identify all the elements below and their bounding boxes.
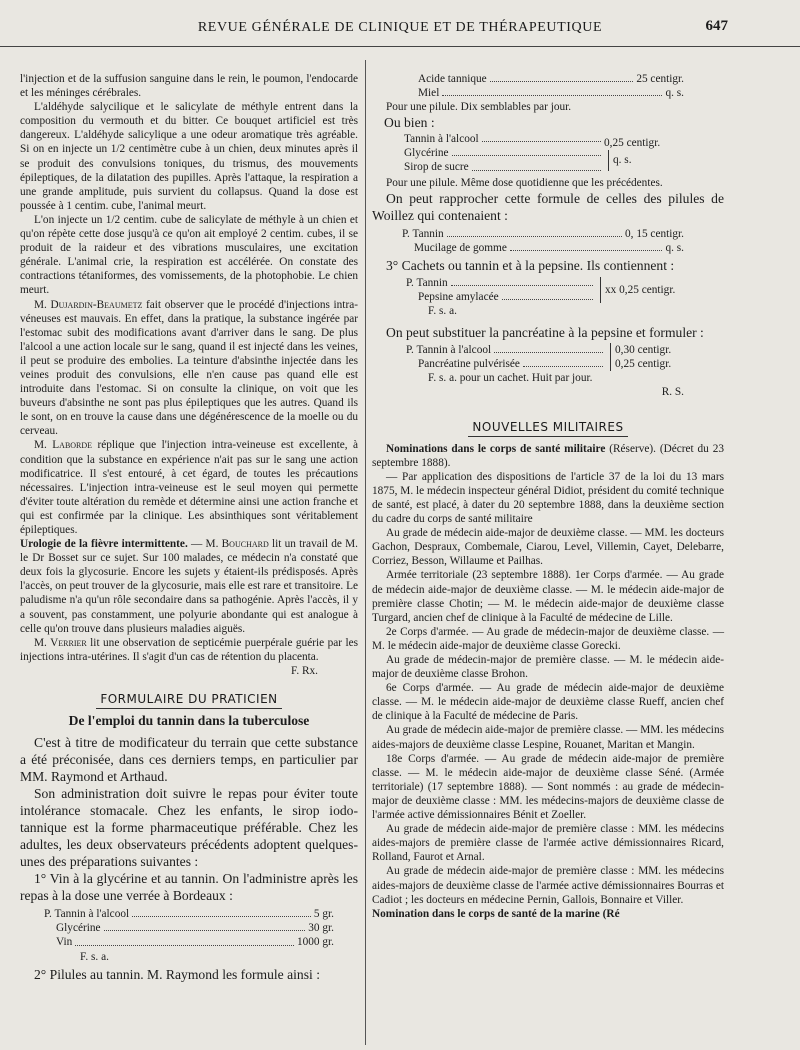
quantity: 0,25 centigr. xyxy=(615,358,672,371)
quantity: xx 0,25 centigr. xyxy=(600,277,675,303)
prescription-line xyxy=(402,241,684,255)
quantity: q. s. xyxy=(608,150,660,170)
quantity: q. s. xyxy=(665,241,684,254)
paragraph: L'aldéhyde salycilique et le salicylate de méthyle entrent dans la composition du vermouth et du bitter. Ce bouquet artificiel est très dangereux. L'aldéhyde salicylique a une odeur aromatique très agréable. Si on en injecte un 1/2 centimètre cube à un chien, deux minutes après il se produit des convulsions toniques, du trismus, des mouvements épileptiques, de la dilatation des pupilles. Après l'attaque, la respiration a une grande amplitude, puis survient du collapsus. Quand la dose est poussée à 1 centim. cube, l'animal meurt. xyxy=(20,101,358,212)
speaker-name: M. Laborde xyxy=(34,439,93,452)
paragraph: Au grade de médecin aide-major de première classe : MM. les médecins aides-majors de deuxième classe de l'armée active démissionnaires Bourras et Cadiot ; les docteurs en médecine Pernin, Gallois, Bonnaire et Viller. xyxy=(372,865,724,906)
paragraph: 18e Corps d'armée. — Au grade de médecin aide-major de première classe. — M. le médecin aide-major de deuxième classe Séné. (Armée territoriale) (17 septembre 1888). — Sont nommés : au grade de médecin-major de deuxième classe : MM. les médecins-majors de deuxième classe de l'armée active démissionnaires Bénit et Zoeller. xyxy=(372,752,724,822)
prescription-line xyxy=(402,227,684,241)
prescription-3 xyxy=(404,132,704,174)
ingredient: Mucilage de gomme xyxy=(414,241,507,254)
prescription-line xyxy=(404,160,604,174)
ingredient: Pepsine amylacée xyxy=(418,290,499,303)
ingredient: Tannin à l'alcool xyxy=(404,133,479,146)
fsa-note: F. s. a. xyxy=(80,950,109,963)
quantity: 30 gr. xyxy=(308,922,334,935)
paragraph xyxy=(20,298,358,439)
ingredient: P. Tannin à l'alcool xyxy=(406,344,492,357)
prescription-line xyxy=(44,907,334,921)
paragraph: 1° Vin à la glycérine et au tannin. On l'administre après les repas à la dose une verrée à Bordeaux : xyxy=(20,871,358,904)
prescription-line xyxy=(406,357,606,371)
quantity: 5 gr. xyxy=(313,908,334,921)
section-heading: Nominations dans le corps de santé militaire xyxy=(386,442,606,455)
formulaire-title-text: FORMULAIRE DU PRATICIEN xyxy=(96,692,281,709)
paragraph-text: lit un travail de M. le Dr Bosset sur ce sujet. Sur 100 malades, ce médecin n'a constaté que deux fois la glycosurie. Encore les sujets y étaient-ils prédisposés. Après l'accès, on peut trouver de la glycosurie, mais elle est rare et transitoire. Le paludisme n'a qu'un rôle secondaire dans sa pathogénie. Après l'accès, il y a souvent, pas constamment, une polyurie abondante qui est analogue à celle qu'on trouve dans plusieurs maladies aiguës. xyxy=(20,538,358,635)
ingredient: Glycérine xyxy=(56,922,101,935)
signature: F. Rx. xyxy=(290,664,318,677)
signature: R. S. xyxy=(661,386,684,399)
speaker-name: M. Bouchard xyxy=(205,538,269,551)
paragraph: Ou bien : xyxy=(384,115,435,131)
ingredient: Sirop de sucre xyxy=(404,161,469,174)
paragraph: 2e Corps d'armée. — Au grade de médecin-major de deuxième classe. — M. le médecin aide-major de deuxième classe Gorecki. xyxy=(372,625,724,652)
paragraph xyxy=(372,442,724,470)
paragraph: Au grade de médecin aide-major de deuxième classe. — MM. les docteurs Gachon, Despraux, Combemale, Ciarou, Level, Villemin, Cayet, Delebarre, Corriez, Besson, Willaume et Pailhas. xyxy=(372,527,724,568)
prescription-5 xyxy=(406,276,704,304)
paragraph xyxy=(20,438,358,537)
paragraph: 3° Cachets ou tannin et à la pepsine. Ils contiennent : xyxy=(386,257,675,273)
right-column xyxy=(372,72,724,921)
prescription-1 xyxy=(44,907,334,963)
quantity: q. s. xyxy=(665,87,684,100)
paragraph: Urologie de la fièvre intermittente. — M. Bouchard lit un travail de M. le Dr Bosset sur ce sujet. Sur 100 malades, ce médecin n'a constaté que deux fois la glycosurie. Encore les sujets y étaient-ils prédisposés. Après l'accès, on peut trouver de la glycosurie, mais elle est rare et transitoire. Le paludisme n'a qu'un rôle secondaire dans sa pathogénie. Après l'accès, il y a souvent, pas constamment, une polyurie abondante qui est analogue à celle qu'on trouve dans plusieurs maladies aiguës. xyxy=(20,538,358,635)
fsa-note: F. s. a. xyxy=(428,305,457,318)
paragraph: Armée territoriale (23 septembre 1888). 1er Corps d'armée. — Au grade de médecin aide-major de deuxième classe. — M. le médecin aide-major de première classe Chotin; — M. le médecin aide-major de deuxième classe Turgard, ancien chef de clinique à la Faculté de médecine de Lille. xyxy=(372,569,724,624)
section-heading: Urologie de la fièvre intermittente. xyxy=(20,538,188,551)
militaires-title xyxy=(372,420,724,434)
speaker-name: M. Dujardin-Beaumetz xyxy=(34,298,143,311)
prescription-line xyxy=(404,132,604,146)
prescription-line xyxy=(406,276,596,290)
ingredient: Vin xyxy=(56,936,73,949)
paragraph xyxy=(20,636,358,664)
paragraph: L'on injecte un 1/2 centim. cube de salicylate de méthyle à un chien et qu'on répète cette dose jusqu'à ce qu'on ait employé 2 centim. cubes, il se produit de la raideur et des vibrations musculaires, une excitation générale. L'animal crie, la respiration est accélérée. On constate des contractions tétaniformes, des vomissements, de la photophobie. Le chien meurt. xyxy=(20,213,358,297)
paragraph: l'injection et de la suffusion sanguine dans le rein, le poumon, l'endocarde et les méninges cérébrales. xyxy=(20,73,358,100)
formulaire-title xyxy=(20,692,358,706)
prescription-4 xyxy=(402,227,684,255)
quantity: 0,25 centigr. xyxy=(604,137,661,150)
prescription-line xyxy=(406,290,596,304)
paragraph: 2° Pilules au tannin. M. Raymond les formule ainsi : xyxy=(34,966,320,982)
ingredient: Pancréatine pulvérisée xyxy=(418,358,520,371)
speaker-name: M. Verrier xyxy=(34,636,87,649)
prescription-line xyxy=(406,343,606,357)
paragraph: 6e Corps d'armée. — Au grade de médecin aide-major de deuxième classe. — M. le médecin aide-major de deuxième classe Rueff, ancien chef de clinique à la Faculté de médecine de Paris. xyxy=(372,682,724,723)
paragraph: Pour une pilule. Même dose quotidienne que les précédentes. xyxy=(386,176,663,189)
paragraph: — Par application des dispositions de l'article 37 de la loi du 13 mars 1875, M. le médecin inspecteur général Didiot, président du comité technique de santé, est placé, à dater du 20 septembre 1888, dans la deuxième section du cadre du corps de santé militaire xyxy=(372,470,724,526)
paragraph: Pour une pilule. Dix semblables par jour. xyxy=(386,101,572,114)
prescription-2 xyxy=(418,72,684,100)
quantity: 1000 gr. xyxy=(296,936,334,949)
paragraph-text: (Réserve). (Décret du 23 septembre 1888). xyxy=(372,442,724,469)
paragraph-text: réplique que l'injection intra-veineuse est excellente, à condition que la substance en expérience n'ait pas sur le sang une action modificatrice. Il s'est entouré, à cet égard, de toutes les précautions nécessaires. L'injection intra-veineuse est le seul moyen qui permette d'éviter toute altération du remède et détermine ainsi une action franche et qui est confirmée par la clinique. Les absinthiques sont véritablement épileptiques. xyxy=(20,439,358,536)
ingredient: Glycérine xyxy=(404,147,449,160)
paragraph: C'est à titre de modificateur du terrain que cette substance a été préconisée, dans ces derniers temps, en particulier par MM. Raymond et Arthaud. xyxy=(20,735,358,785)
tannin-title: De l'emploi du tannin dans la tuberculose xyxy=(68,713,310,729)
paragraph-text: lit une observation de septicémie puerpérale guérie par les injections intra-utérines. Il s'agit d'un cas de rétention du placenta. xyxy=(20,636,358,663)
prescription-6 xyxy=(406,343,704,371)
page-number: 647 xyxy=(705,18,728,34)
paragraph: Au grade de médecin-major de première classe. — M. le médecin aide-major de deuxième classe Brohon. xyxy=(372,654,724,681)
section-heading: Nomination dans le corps de santé de la marine (Ré xyxy=(372,907,620,920)
ingredient: Acide tannique xyxy=(418,73,487,85)
prescription-line xyxy=(44,921,334,935)
prescription-line xyxy=(418,86,684,100)
quantity: 25 centigr. xyxy=(636,73,684,85)
column-divider xyxy=(365,60,366,1045)
paragraph-text: fait observer que le procédé d'injections intra-véneuses est mauvais. En effet, dans la pratique, la substance ingérée par l'estomac subit des modifications avant d'arriver dans le sang. De plus l'alcool a une action locale sur le sang, quand il est injecté dans les veines, il peut se produire des embolies. La teinture d'absinthe injectée dans les veines produit des convulsions, elle n'en cause pas quand elle est introduite dans l'estomac. Si on consulte la clinique, on voit que les buveurs d'absinthe ne sont pas plus épileptiques que les autres. Quand ils le sont, on en trouve la cause dans une dégénérescence de la moelle ou du cerveau. xyxy=(20,298,358,438)
left-column xyxy=(20,72,358,983)
paragraph: F. s. a. pour un cachet. Huit par jour. xyxy=(428,372,593,385)
ingredient: P. Tannin à l'alcool xyxy=(44,908,130,921)
quantity: 0,30 centigr. xyxy=(615,344,672,357)
paragraph: Son administration doit suivre le repas pour éviter toute intolérance stomacale. Chez les enfants, le sirop iodo-tannique est la forme pharmaceutique préférable. Chez les adultes, les deux observateurs précédents adoptent quelques-unes des préparations suivantes : xyxy=(20,786,358,870)
prescription-line xyxy=(44,935,334,949)
page-header xyxy=(0,0,800,47)
militaires-title-text: NOUVELLES MILITAIRES xyxy=(468,420,627,437)
paragraph: On peut rapprocher cette formule de celles des pilules de Woillez qui contenaient : xyxy=(372,190,724,223)
prescription-line xyxy=(404,146,604,160)
paragraph: On peut substituer la pancréatine à la pepsine et formuler : xyxy=(386,325,704,341)
paragraph: Au grade de médecin aide-major de première classe. — MM. les médecins aides-majors de deuxième classe Lespine, Rouanet, Maritan et Mangin. xyxy=(372,724,724,751)
quantity: 0, 15 centigr. xyxy=(625,227,684,240)
running-title: REVUE GÉNÉRALE DE CLINIQUE ET DE THÉRAPEUTIQUE xyxy=(197,20,603,35)
prescription-line xyxy=(418,72,684,86)
ingredient: P. Tannin xyxy=(402,227,444,240)
paragraph: Au grade de médecin aide-major de première classe : MM. les médecins aides-majors de première classe de l'armée active démissionnaires Ricard, Rolland, Faurot et Arnal. xyxy=(372,823,724,864)
ingredient: Miel xyxy=(418,87,440,100)
ingredient: P. Tannin xyxy=(406,276,448,289)
